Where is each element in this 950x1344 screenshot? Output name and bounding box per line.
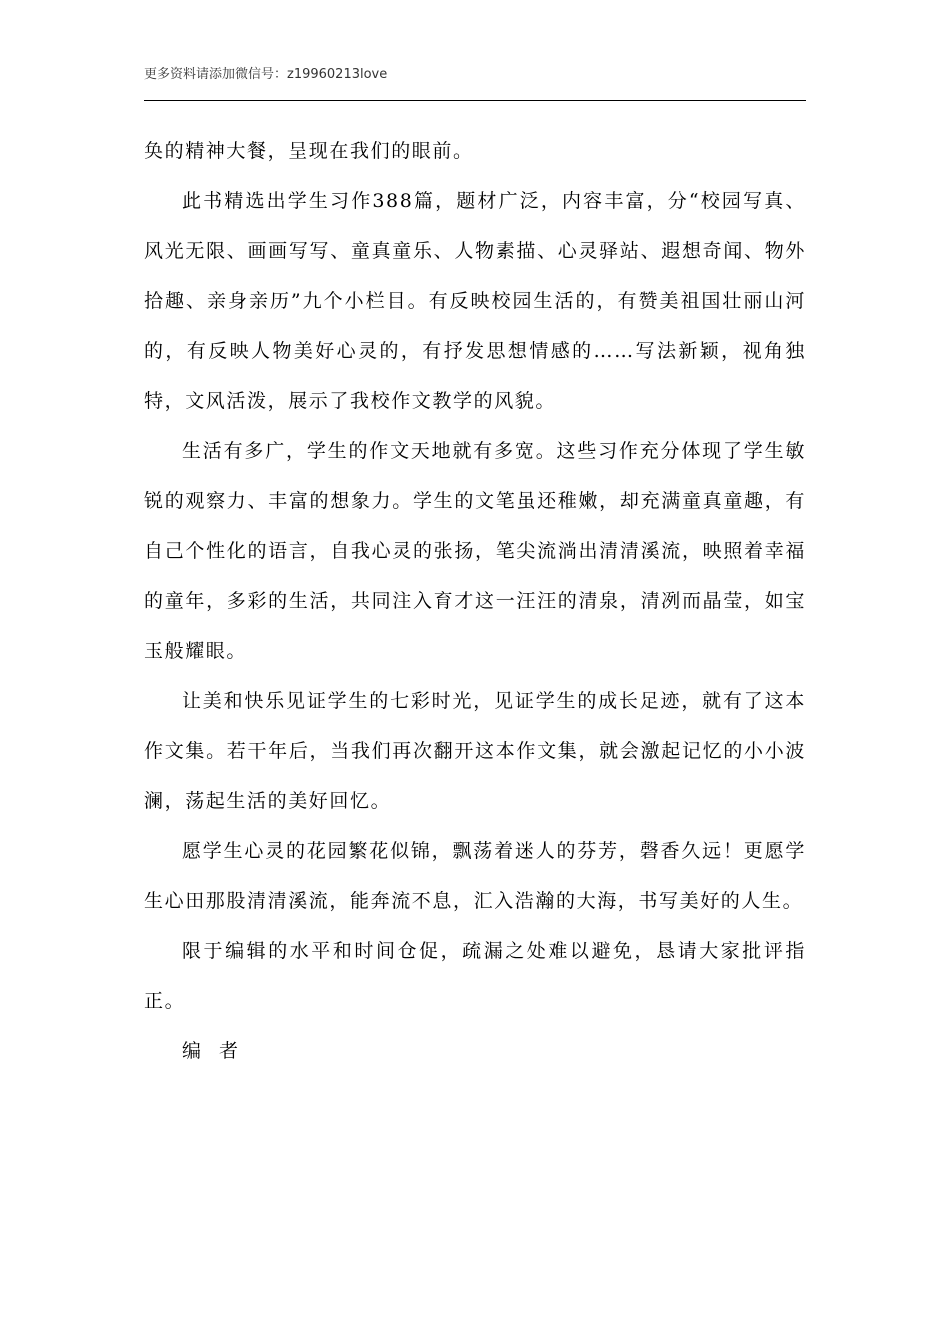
page-header: 更多资料请添加微信号：z19960213love <box>144 67 388 82</box>
paragraph-wishes: 愿学生心灵的花园繁花似锦，飘荡着迷人的芬芳，磬香久远！更愿学生心田那股清清溪流，能奔流不息，汇入浩瀚的大海，书写美好的人生。 <box>144 840 806 912</box>
header-divider <box>144 100 806 101</box>
signature-editor: 编 者 <box>182 1040 245 1062</box>
paragraph-student-writing: 生活有多广，学生的作文天地就有多宽。这些习作充分体现了学生敏锐的观察力、丰富的想象力。学生的文笔虽还稚嫩，却充满童真童趣，有自己个性化的语言，自我心灵的张扬，笔尖流淌出清清溪流，映照着幸福的童年，多彩的生活，共同注入育才这一汪汪的清泉，清冽而晶莹，如宝玉般耀眼。 <box>144 440 806 662</box>
document-body <box>144 126 806 1076</box>
paragraph-apology: 限于编辑的水平和时间仓促，疏漏之处难以避免，恳请大家批评指正。 <box>144 940 806 1012</box>
paragraph-book-contents: 此书精选出学生习作388篇，题材广泛，内容丰富，分“校园写真、风光无限、画画写写、童真童乐、人物素描、心灵驿站、遐想奇闻、物外拾趣、亲身亲历”九个小栏目。有反映校园生活的，有赞美祖国壮丽山河的，有反映人物美好心灵的，有抒发思想情感的……写法新颖，视角独特，文风活泼，展示了我校作文教学的风貌。 <box>144 190 806 412</box>
paragraph-memories: 让美和快乐见证学生的七彩时光，见证学生的成长足迹，就有了这本作文集。若干年后，当我们再次翻开这本作文集，就会激起记忆的小小波澜，荡起生活的美好回忆。 <box>144 690 806 812</box>
paragraph-continuation: 奂的精神大餐，呈现在我们的眼前。 <box>144 140 474 162</box>
